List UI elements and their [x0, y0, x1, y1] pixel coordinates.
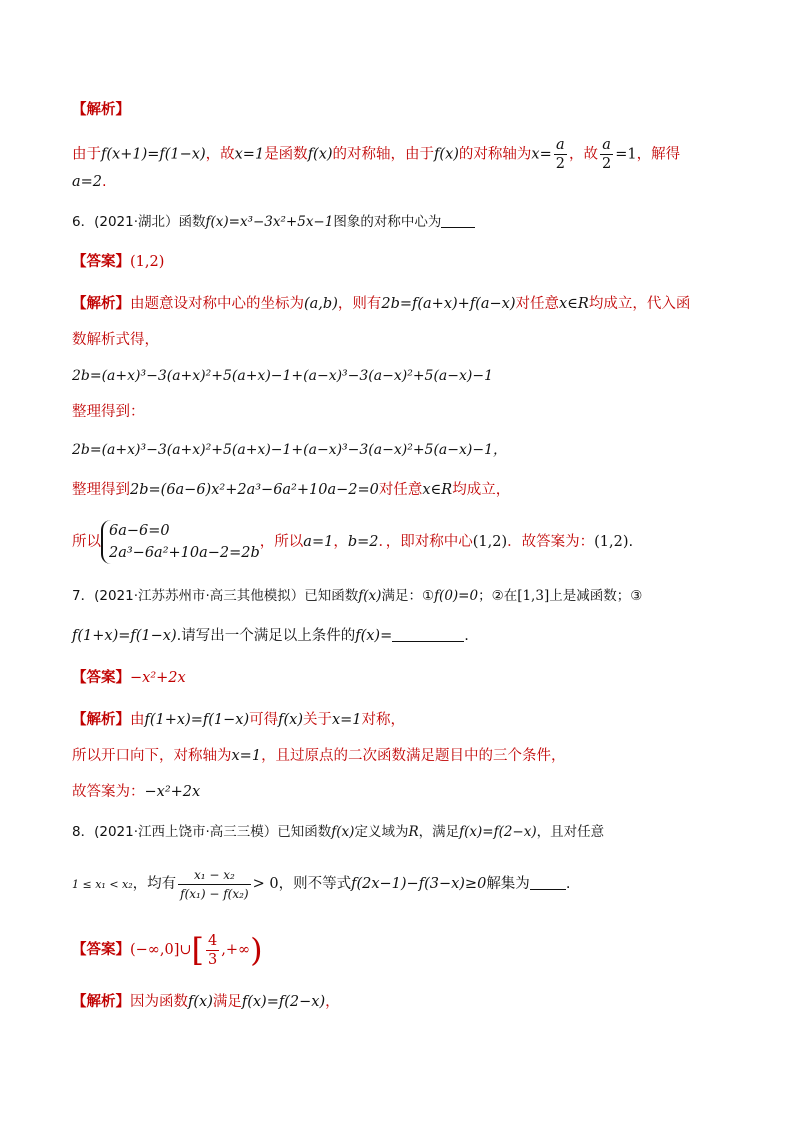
fraction: $\frac{\text{x₁ − x₂}}{\text{f(x₁) − f(x₂)}}$ — [180, 867, 249, 901]
analysis-7-line-1 — [72, 710, 405, 730]
formula: f(x)= — [355, 628, 393, 644]
text: 关于 — [302, 712, 332, 728]
analysis-6-line-2: 数解析式得， — [72, 332, 159, 348]
text: 由于 — [72, 146, 101, 163]
text: 均成立， — [452, 482, 511, 498]
text: 是函数 — [264, 146, 308, 163]
text: 上是减函数；③ — [549, 588, 643, 604]
text: ，所以 — [259, 534, 304, 550]
analysis-label: 【解析】 — [72, 296, 130, 312]
formula: f(x)=f(2−x) — [459, 824, 537, 840]
question-8-line-2 — [72, 862, 570, 907]
formula: x∈R — [422, 482, 453, 498]
text: 定义域为 — [354, 824, 409, 840]
formula: a=2 — [72, 174, 103, 190]
formula: x∈R — [558, 296, 589, 312]
analysis-6-equation-2: 2b=(a+x)³−3(a+x)²+5(a+x)−1+(a−x)³−3(a−x)²+5(a−x)−1， — [72, 442, 507, 458]
text: 整理得到 — [72, 482, 130, 498]
text: .请写出一个满足以上条件的 — [176, 628, 356, 644]
text: . — [464, 628, 469, 644]
formula: f(1+x)=f(1−x) — [72, 628, 177, 644]
formula: f(x) — [188, 994, 213, 1010]
bracket: [ — [191, 931, 205, 969]
analysis-6-line-4: 整理得到： — [72, 404, 145, 420]
text: 满足：① — [381, 588, 435, 604]
answer-label: 【答案】 — [72, 254, 130, 270]
formula: > 0 — [252, 876, 279, 892]
answer-6 — [72, 252, 164, 272]
formula: =1 — [615, 146, 637, 163]
text: . — [565, 876, 571, 892]
fraction: $\frac{4}{3}$ — [208, 932, 218, 968]
text: ， — [333, 534, 348, 550]
formula: f(x) — [307, 146, 333, 163]
question-7-line-1 — [72, 586, 642, 606]
text: 对任意 — [515, 296, 559, 312]
text: 因为函数 — [130, 994, 188, 1010]
answer-value: −x²+2x — [130, 670, 186, 686]
text: . — [628, 534, 634, 550]
answer-8 — [72, 928, 263, 972]
question-8-line-1 — [72, 822, 604, 842]
analysis-line-1 — [72, 136, 680, 173]
text: ，解得 — [636, 146, 681, 163]
formula: f(2x−1)−f(3−x)≥0 — [351, 876, 487, 892]
analysis-label: 【解析】 — [72, 994, 130, 1010]
formula: b=2 — [347, 534, 379, 550]
text: ，且对任意 — [536, 824, 605, 840]
formula: f(x)=f(2−x) — [241, 994, 326, 1010]
bracket: ) — [250, 931, 263, 969]
text: 的对称轴为 — [458, 146, 532, 163]
formula: 1 ≤ x₁ < x₂ — [72, 878, 133, 891]
text: ，且过原点的二次函数满足题目中的三个条件， — [261, 748, 566, 764]
text: 对任意 — [378, 482, 423, 498]
analysis-7-line-3 — [72, 782, 200, 802]
answer-label: 【答案】 — [72, 670, 130, 686]
analysis-7-line-2 — [72, 746, 566, 766]
answer-blank — [530, 875, 566, 890]
question-source: 7．(2021·江苏苏州市·高三其他模拟）已知函数 — [72, 588, 359, 604]
analysis-6-line-6 — [72, 480, 510, 500]
formula: f(x) — [434, 146, 459, 163]
text: 可得 — [249, 712, 279, 728]
answer-7 — [72, 668, 186, 688]
text: ， — [325, 994, 340, 1010]
analysis-line-2 — [72, 172, 107, 192]
text: 由 — [130, 712, 145, 728]
text: 图象的对称中心为 — [333, 214, 442, 230]
formula: [1,3] — [517, 588, 550, 604]
analysis-6-line-7 — [72, 518, 633, 566]
text: ，则有 — [337, 296, 382, 312]
formula: f(x)=x³−3x²+5x−1 — [205, 214, 334, 230]
formula: R — [408, 824, 419, 840]
text: ．故答案为： — [507, 534, 595, 550]
formula: f(1+x)=f(1−x) — [144, 712, 250, 728]
text: ，则不等式 — [278, 876, 352, 892]
text: ．，即对称中心 — [378, 534, 473, 550]
formula: f(x) — [358, 588, 382, 604]
formula: f(x+1)=f(1−x) — [101, 146, 206, 163]
question-source: 8．(2021·江西上饶市·高三三模）已知函数 — [72, 824, 332, 840]
text: 的对称轴，由于 — [332, 146, 435, 163]
formula: a=1 — [303, 534, 334, 550]
text: 故答案为： — [72, 784, 145, 800]
formula: x=1 — [331, 712, 362, 728]
text: ，故 — [205, 146, 235, 163]
formula: 2b=(6a−6)x²+2a³−6a²+10a−2=0 — [130, 482, 379, 498]
question-7-line-2 — [72, 626, 469, 646]
formula: x= — [531, 146, 552, 163]
answer-value: (1,2) — [130, 254, 165, 270]
text: 对称， — [361, 712, 406, 728]
analysis-label: 【解析】 — [72, 712, 130, 728]
answer-value: (−∞,0]∪ — [130, 942, 192, 958]
text: 由题意设对称中心的坐标为 — [130, 296, 304, 312]
text: ；②在 — [478, 588, 518, 604]
analysis-label: 【解析】 — [72, 102, 130, 118]
question-source: 6．(2021·湖北）函数 — [72, 214, 206, 230]
formula: (1,2) — [594, 534, 629, 550]
analysis-6-line-1 — [72, 294, 690, 314]
text: 均成立，代入函 — [588, 296, 691, 312]
formula: (1,2) — [472, 534, 508, 550]
fraction: $\frac{a}{2}$ — [555, 137, 565, 172]
answer-label: 【答案】 — [72, 942, 130, 958]
question-6 — [72, 212, 475, 232]
text: ，故 — [568, 146, 598, 163]
formula: f(x) — [331, 824, 355, 840]
fraction: $\frac{a}{2}$ — [601, 137, 612, 172]
analysis-8-line-1 — [72, 992, 340, 1012]
text: . — [102, 174, 107, 190]
text: 解集为 — [486, 876, 530, 892]
text: ，均有 — [132, 876, 177, 892]
text: ，满足 — [418, 824, 460, 840]
formula: f(x) — [278, 712, 303, 728]
text: 所以 — [72, 534, 101, 550]
formula: f(0)=0 — [434, 588, 479, 604]
formula: −x²+2x — [144, 784, 201, 800]
answer-value: ,+∞ — [221, 942, 251, 958]
formula: x=1 — [234, 146, 265, 163]
formula: x=1 — [231, 748, 262, 764]
text: 满足 — [212, 994, 242, 1010]
text: 所以开口向下，对称轴为 — [72, 748, 232, 764]
answer-blank — [392, 627, 464, 642]
formula: 2b=f(a+x)+f(a−x) — [381, 296, 516, 312]
equation-system: 6a−6=0 2a³−6a²+10a−2=2b — [101, 520, 260, 564]
answer-blank — [441, 213, 475, 228]
analysis-6-equation-1: 2b=(a+x)³−3(a+x)²+5(a+x)−1+(a−x)³−3(a−x)²+5(a−x)−1 — [72, 368, 493, 384]
formula: (a,b) — [304, 296, 338, 312]
